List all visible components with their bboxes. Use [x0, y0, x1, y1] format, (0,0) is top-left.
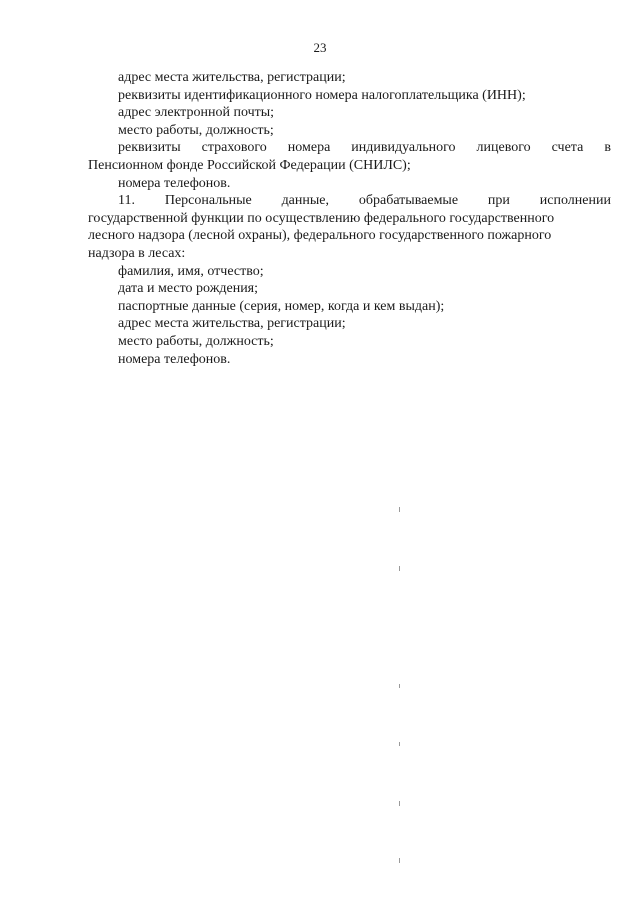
list-item-justified-line — [88, 139, 611, 157]
word: при — [487, 193, 510, 209]
clause-text-line: государственной функции по осуществлению федерального государственного — [88, 210, 555, 226]
scan-artifact — [399, 858, 400, 863]
word: обрабатываемые — [358, 193, 459, 209]
word: Персональные — [164, 193, 252, 209]
list-item: фамилия, имя, отчество; — [118, 263, 264, 279]
document-body — [88, 69, 611, 368]
clause-text-line: надзора в лесах: — [88, 245, 186, 261]
word: лицевого — [476, 140, 531, 156]
page-number: 23 — [313, 40, 327, 55]
word: данные, — [281, 193, 330, 209]
scan-artifact — [399, 684, 400, 688]
list-item: место работы, должность; — [118, 122, 274, 138]
scan-artifact — [399, 742, 400, 746]
word: номера — [287, 140, 331, 156]
list-item: адрес места жительства, регистрации; — [118, 316, 346, 332]
list-item: паспортные данные (серия, номер, когда и кем выдан); — [118, 298, 445, 314]
clause-number: 11. — [118, 193, 135, 209]
list-item: номера телефонов. — [118, 351, 231, 367]
word: реквизиты — [118, 140, 181, 156]
clause-text-line: лесного надзора (лесной охраны), федерального государственного пожарного — [88, 228, 552, 244]
word: счета — [551, 140, 584, 156]
list-item: номера телефонов. — [118, 175, 231, 191]
list-item: адрес электронной почты; — [118, 105, 275, 121]
list-item-continuation: Пенсионном фонде Российской Федерации (СНИЛС); — [88, 157, 411, 173]
scan-artifact — [399, 801, 400, 806]
word: в — [604, 140, 611, 156]
clause-heading-line — [88, 192, 611, 210]
list-item: реквизиты идентификационного номера налогоплательщика (ИНН); — [118, 87, 526, 103]
list-item: адрес места жительства, регистрации; — [118, 70, 346, 85]
word: индивидуального — [351, 140, 456, 156]
scan-artifact — [399, 507, 400, 512]
scan-artifact — [399, 566, 400, 571]
word: исполнении — [539, 193, 611, 209]
word: страхового — [201, 140, 267, 156]
list-item: место работы, должность; — [118, 333, 274, 349]
list-item: дата и место рождения; — [118, 281, 259, 297]
